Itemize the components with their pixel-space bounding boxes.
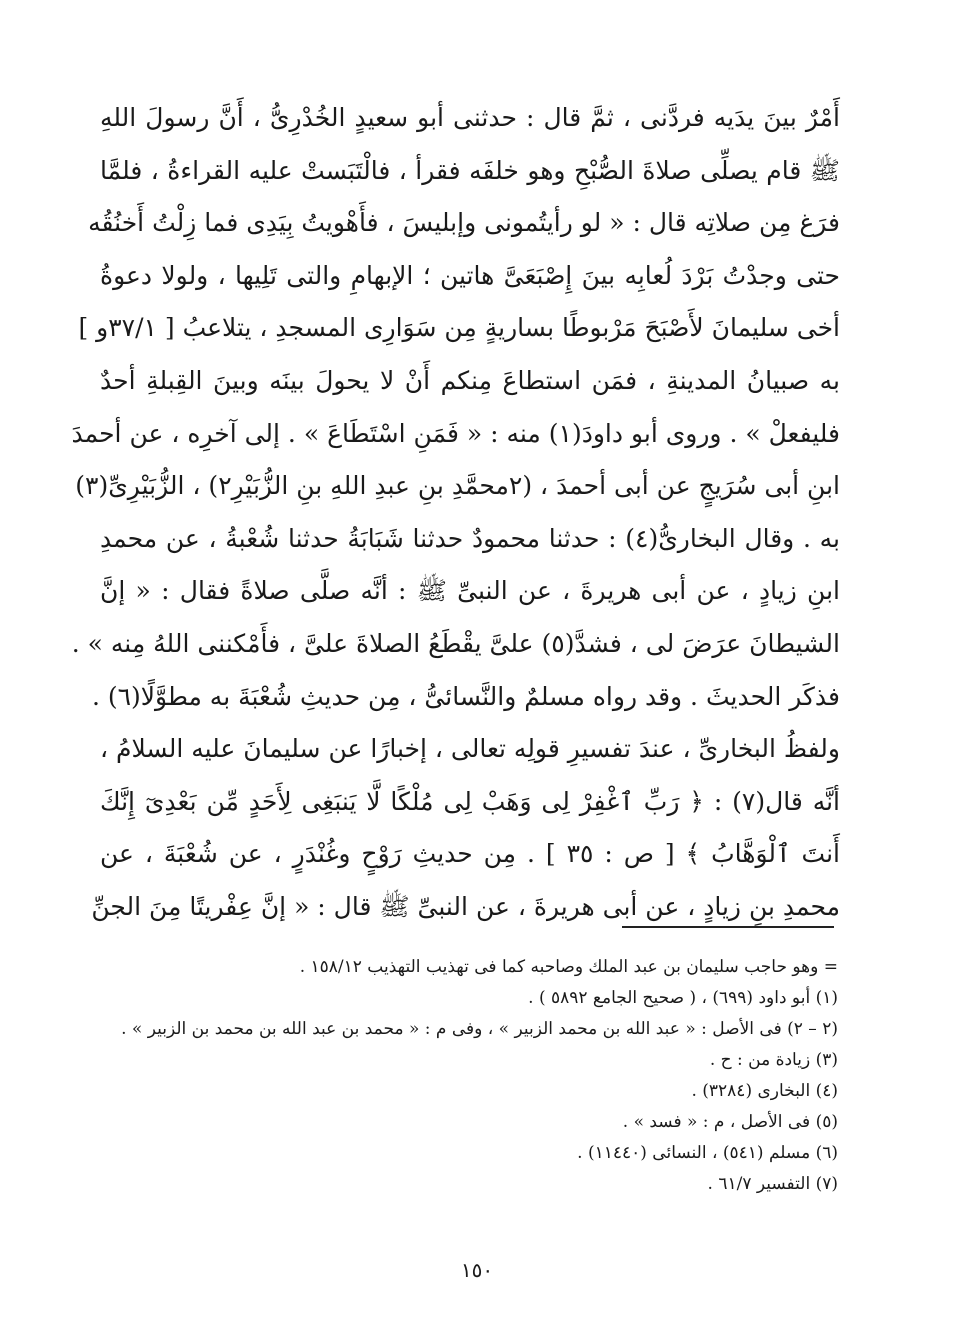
main-text-line: به . وقال البخارىُّ(٤) : حدثنا محمودٌ حدثنا شَبَابَةُ حدثنا شُعْبةُ ، عن محمدِ (100, 523, 840, 553)
footnote: (٣) زيادة من : ح . (709, 1050, 838, 1070)
main-text-line: ﷺ قام يصلِّى صلاةَ الصُّبْحِ وهو خلفَه فقرأ ، فالْتَبَستْ عليه القراءةُ ، فلمَّا (100, 155, 840, 185)
main-text-line: فليفعلْ » . وروى أبو داودَ(١) منه : « فَمَنِ اسْتَطَاعَ » . إلى آخرِه ، عن أحمدَ (71, 418, 840, 448)
footnote: (٦) مسلم (٥٤١) ، النسائى (١١٤٤٠) . (577, 1143, 838, 1163)
main-text-line: ولفظُ البخارىِّ ، عندَ تفسيرِ قولِه تعالى ، إخبارًا عن سليمانَ عليه السلامُ ، (99, 734, 840, 764)
main-text-line: أَنتَ ٱلْوَهَّابُ ﴾ [ ص : ٣٥ ] . مِن حديثِ رَوْحٍ وغُنْدَرٍ ، عن شُعْبَةَ ، عن (100, 839, 840, 869)
footnote: (٢ – ٢) فى الأصل : « عبد الله بن محمد الزبير » ، وفى م : « محمد بن عبد الله بن محمد بن الزبير » . (121, 1019, 838, 1039)
main-text-line: أَمْرٌ بينَ يدَيه فردَّنى ، ثمَّ قال : حدثنى أبو سعيدٍ الخُدْرِىُّ ، أَنَّ رسولَ اللهِ (100, 103, 840, 132)
footnote: (٥) فى الأصل ، م : « فسد » . (622, 1112, 838, 1132)
main-text-line: الشيطانَ عرَضَ لى ، فشدَّ(٥) علىَّ يقْطَعُ الصلاةَ علىَّ ، فأَمْكننى اللهُ مِنه » . (71, 628, 840, 658)
footnotes (100, 952, 838, 1200)
footnote: = وهو حاجب سليمان بن عبد الملك وصاحبه كما فى تهذيب التهذيب ١٥٨/١٢ . (299, 957, 838, 977)
main-text-line: فذكَر الحديثَ . وقد رواه مسلمٌ والنَّسائىُّ ، مِن حديثِ شُعْبَةَ به مطوَّلًا(٦) . (91, 681, 840, 711)
main-text-line: محمدِ بنِ زيادٍ ، عن أبى هريرةَ ، عن النبىِّ ﷺ قال : « إنَّ عِفْريتًا مِنَ الجنِّ (91, 891, 840, 921)
footnote: (٧) التفسير ٦١/٧ . (707, 1174, 838, 1194)
footnote: (١) أبو داود (٦٩٩) ، ( صحيح الجامع ٥٨٩٢ ) . (528, 988, 838, 1008)
footnote-separator (622, 926, 834, 928)
main-text-line: به صبيانُ المدينةِ ، فمَن استطاعَ مِنكم أَنْ لا يحولَ بينَه وبينَ القِبلةِ أحدٌ (100, 365, 840, 395)
main-text-line: أخى سليمانَ لأَصْبَحَ مَرْبوطًا بساريةٍ مِن سَوَارِى المسجدِ ، يتلاعبُ [ ٣٧/١و ] (78, 313, 840, 343)
main-text-line: ابنِ زيادٍ ، عن أبى هريرةَ ، عن النبىِّ ﷺ : أنَّه صلَّى صلاةً فقال : « إنَّ (100, 576, 840, 606)
main-text (71, 92, 841, 934)
page-number: ١٥٠ (460, 1258, 494, 1282)
footnote: (٤) البخارى (٣٢٨٤) . (691, 1081, 838, 1101)
main-text-line: ابنِ أبى سُرَيجٍ عن أبى أحمدَ ، (٢محمَّدِ بنِ عبدِ اللهِ بنِ الزُّبَيْرِ٢) ، الزُّبَيْرِىِّ(٣) (75, 471, 840, 501)
main-text-line: حتى وجدْتُ بَرْدَ لُعابِه بينَ إِصْبَعَىَّ هاتين ؛ الإبهامِ والتى تَلِيها ، ولولا دعوةُ (100, 260, 840, 290)
main-text-line: أنَّه قال(٧) : ﴿ رَبِّ ٱغْفِرْ لِى وَهَبْ لِى مُلْكًا لَّا يَنبَغِى لِأَحَدٍ مِّن بَعْدِىٓ إِنَّكَ (100, 786, 841, 816)
main-text-line: فرَغ مِن صلاتِه قال : « لو رأيتُمونى وإبليسَ ، فأَهْويتُ بِيَدِى فما زِلْتُ أَخنُقُه (88, 208, 840, 238)
